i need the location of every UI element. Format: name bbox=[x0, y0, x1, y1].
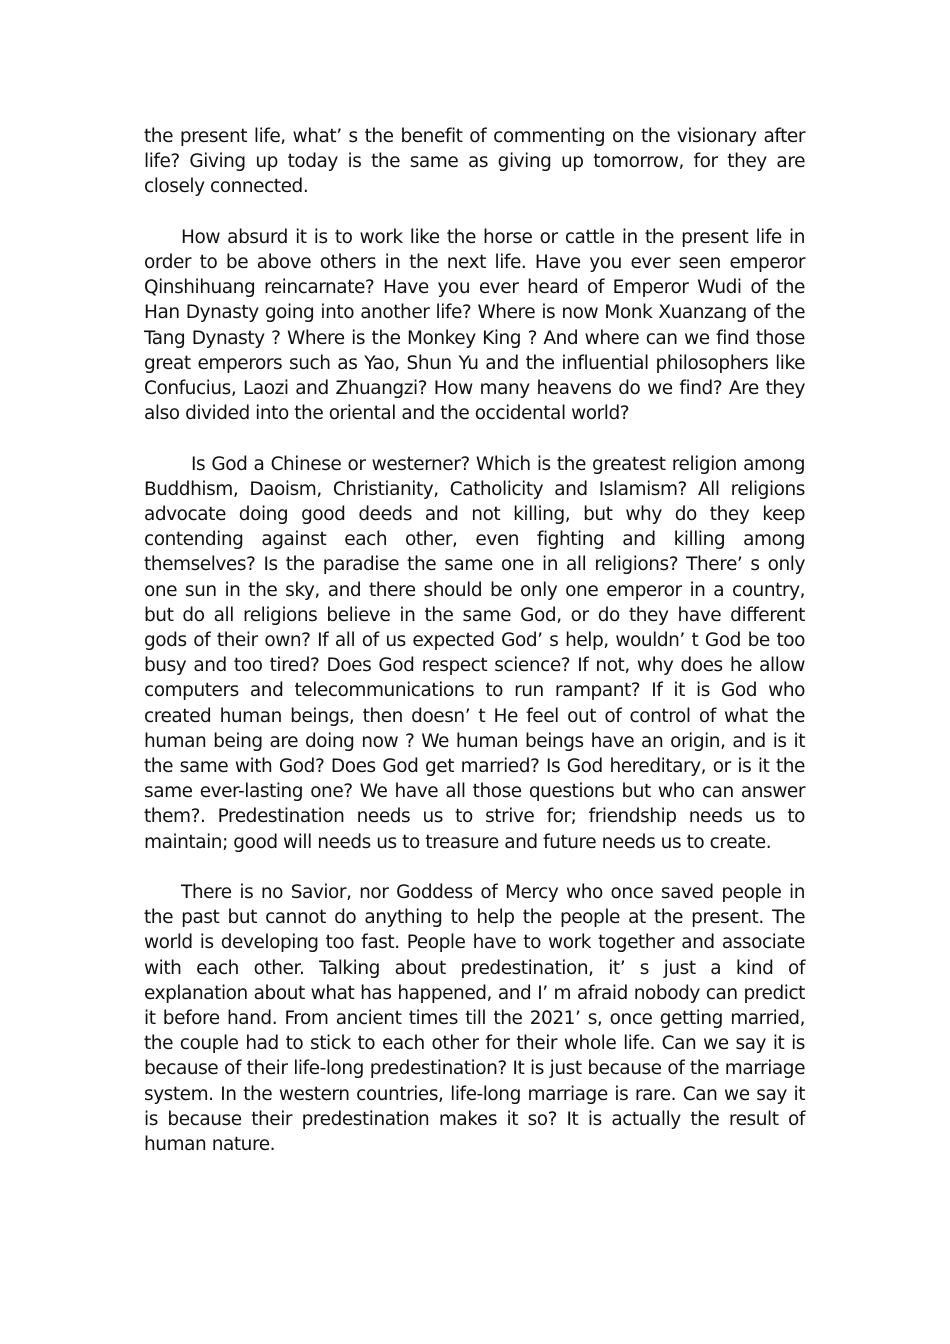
document-page bbox=[144, 124, 805, 1182]
paragraph-2: How absurd it is to work like the horse or cattle in the present life in order to be above others in the next life. Have you ever seen emperor Qinshihuang reincarnate? Have you ever heard of Emperor Wudi of the Han Dynasty going into another life? Where is now Monk Xuanzang of the Tang Dynasty ? Where is the Monkey King ? And where can we find those great emperors such as Yao, Shun Yu and the influential philosophers like Confucius, Laozi and Zhuangzi? How many heavens do we find? Are they also divided into the oriental and the occidental world? bbox=[144, 226, 805, 425]
paragraph-4: There is no Savior, nor Goddess of Mercy who once saved people in the past but cannot do anything to help the people at the present. The world is developing too fast. People have to work together and associate with each other. Talking about predestination, it’ s just a kind of explanation about what has happened, and I’ m afraid nobody can predict it before hand. From ancient times till the 2021’ s, once getting married, the couple had to stick to each other for their whole life. Can we say it is because of their life-long predestination? It is just because of the marriage system. In the western countries, life-long marriage is rare. Can we say it is because their predestination makes it so? It is actually the result of human nature. bbox=[144, 882, 805, 1156]
paragraph-3: Is God a Chinese or westerner? Which is the greatest religion among Buddhism, Daoism, Christianity, Catholicity and Islamism? All religions advocate doing good deeds and not killing, but why do they keep contending against each other, even fighting and killing among themselves? Is the paradise the same one in all religions? There’ s only one sun in the sky, and there should be only one emperor in a country, but do all religions believe in the same God, or do they have different gods of their own? If all of us expected God’ s help, wouldn’ t God be too busy and too tired? Does God respect science? If not, why does he allow computers and telecommunications to run rampant? If it is God who created human beings, then doesn’ t He feel out of control of what the human being are doing now ? We human beings have an origin, and is it the same with God? Does God get married? Is God hereditary, or is it the same ever-lasting one? We have all those questions but who can answer them?. Predestination needs us to strive for; friendship needs us to maintain; good will needs us to treasure and future needs us to create. bbox=[144, 453, 805, 853]
paragraph-1: the present life, what’ s the benefit of commenting on the visionary after life? Giving up today is the same as giving up tomorrow, for they are closely connected. bbox=[144, 126, 805, 198]
